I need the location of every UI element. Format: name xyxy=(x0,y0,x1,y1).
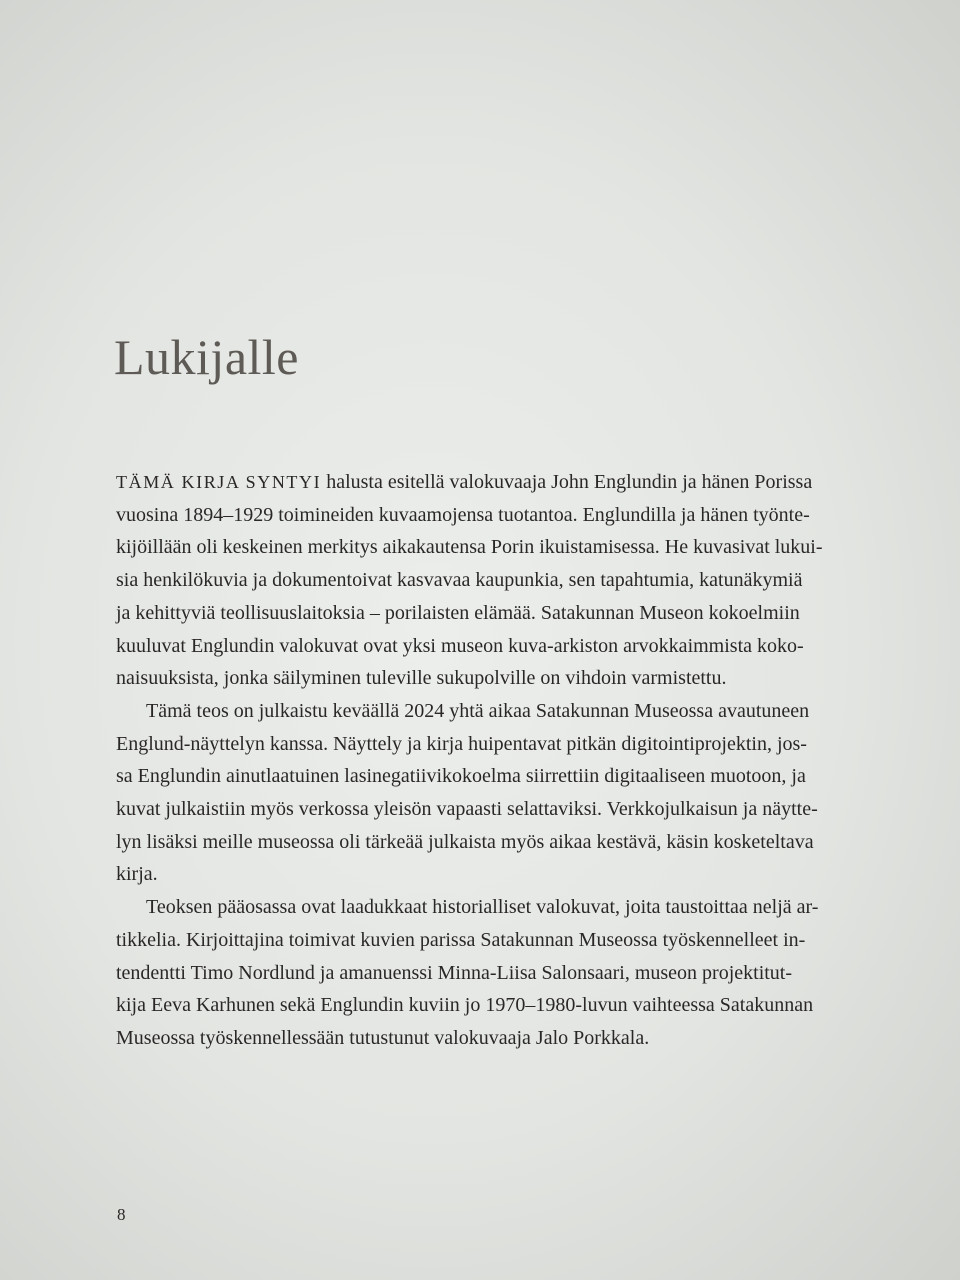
text-line: kuvat julkaistiin myös verkossa yleisön vapaasti selattaviksi. Verkkojulkaisun ja näytte- xyxy=(116,798,818,821)
page-number: 8 xyxy=(117,1205,126,1224)
text-line: kuuluvat Englundin valokuvat ovat yksi museon kuva-arkiston arvokkaimmista koko- xyxy=(116,634,804,657)
text-line: vuosina 1894–1929 toimineiden kuvaamojensa tuotantoa. Englundilla ja hänen työnte- xyxy=(116,503,810,526)
text-line: Tämä teos on julkaistu keväällä 2024 yhtä aikaa Satakunnan Museossa avautuneen xyxy=(146,699,810,722)
text-line: kirja. xyxy=(116,863,158,886)
text-line: Englund-näyttelyn kanssa. Näyttely ja kirja huipentavat pitkän digitointiprojektin, jos- xyxy=(116,732,807,755)
text-line: sia henkilökuvia ja dokumentoivat kasvavaa kaupunkia, sen tapahtumia, katunäkymiä xyxy=(116,569,803,592)
text-line: ja kehittyviä teollisuuslaitoksia – porilaisten elämää. Satakunnan Museon kokoelmiin xyxy=(116,601,800,624)
page-title: Lukijalle xyxy=(114,329,299,385)
text-line: lyn lisäksi meille museossa oli tärkeää julkaista myös aikaa kestävä, käsin kosketeltava xyxy=(116,830,814,853)
text-line: Teoksen pääosassa ovat laadukkaat historialliset valokuvat, joita taustoittaa neljä ar- xyxy=(146,896,819,919)
text-line: kijöillään oli keskeinen merkitys aikakautensa Porin ikuistamisessa. He kuvasivat lukui- xyxy=(116,536,823,559)
lead-in-caps: TÄMÄ KIRJA SYNTYI xyxy=(116,472,322,492)
text-line: Museossa työskennellessään tutustunut valokuvaaja Jalo Porkkala. xyxy=(116,1026,650,1049)
text-line: sa Englundin ainutlaatuinen lasinegatiivikokoelma siirrettiin digitaaliseen muotoon, ja xyxy=(116,765,806,788)
text-line: TÄMÄ KIRJA SYNTYI halusta esitellä valokuvaaja John Englundin ja hänen Porissa xyxy=(116,471,813,493)
text-line: kija Eeva Karhunen sekä Englundin kuviin jo 1970–1980-luvun vaihteessa Satakunnan xyxy=(116,994,814,1017)
text-line: tikkelia. Kirjoittajina toimivat kuvien parissa Satakunnan Museossa työskennelleet in- xyxy=(116,928,806,951)
body-text xyxy=(116,466,898,1055)
text-line: naisuuksista, jonka säilyminen tuleville sukupolville on vihdoin varmistettu. xyxy=(116,667,727,690)
text-line: tendentti Timo Nordlund ja amanuenssi Minna-Liisa Salonsaari, museon projektitut- xyxy=(116,961,793,984)
